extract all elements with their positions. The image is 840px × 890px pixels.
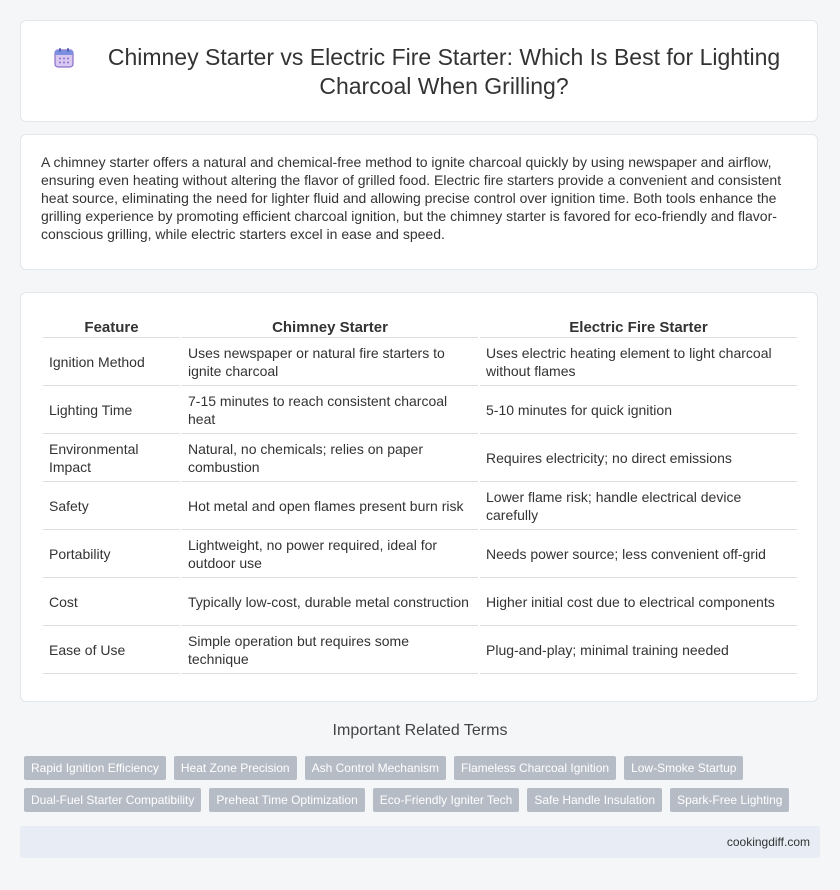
related-term-tag[interactable]: Preheat Time Optimization xyxy=(209,788,364,812)
site-link[interactable]: cookingdiff.com xyxy=(726,835,810,849)
table-row xyxy=(43,434,797,482)
feature-cell: Environmental Impact xyxy=(43,434,180,482)
table-row xyxy=(43,386,797,434)
header-feature: Feature xyxy=(43,317,180,338)
chimney-cell: 7-15 minutes to reach consistent charcoal heat xyxy=(182,386,478,434)
header-chimney-starter: Chimney Starter xyxy=(182,317,478,338)
chimney-cell: Lightweight, no power required, ideal for outdoor use xyxy=(182,530,478,578)
table-row xyxy=(43,626,797,674)
related-term-tag[interactable]: Flameless Charcoal Ignition xyxy=(454,756,616,780)
related-term-tag[interactable]: Spark-Free Lighting xyxy=(670,788,789,812)
calendar-icon xyxy=(53,47,75,69)
related-term-tag[interactable]: Heat Zone Precision xyxy=(174,756,297,780)
feature-cell: Safety xyxy=(43,482,180,530)
electric-cell: 5-10 minutes for quick ignition xyxy=(480,386,797,434)
intro-card xyxy=(20,134,818,270)
chimney-cell: Natural, no chemicals; relies on paper combustion xyxy=(182,434,478,482)
electric-cell: Requires electricity; no direct emissions xyxy=(480,434,797,482)
feature-cell: Cost xyxy=(43,578,180,626)
feature-cell: Ease of Use xyxy=(43,626,180,674)
related-term-tag[interactable]: Dual-Fuel Starter Compatibility xyxy=(24,788,201,812)
comparison-table xyxy=(41,317,799,674)
related-terms-heading: Important Related Terms xyxy=(332,722,508,739)
table-row xyxy=(43,578,797,626)
related-term-tag[interactable]: Eco-Friendly Igniter Tech xyxy=(373,788,520,812)
related-term-tag[interactable]: Low-Smoke Startup xyxy=(624,756,743,780)
related-term-tag[interactable]: Ash Control Mechanism xyxy=(305,756,446,780)
related-terms-list xyxy=(24,756,804,812)
chimney-cell: Hot metal and open flames present burn risk xyxy=(182,482,478,530)
feature-cell: Portability xyxy=(43,530,180,578)
related-term-tag[interactable]: Rapid Ignition Efficiency xyxy=(24,756,166,780)
title-card xyxy=(20,20,818,122)
chimney-cell: Uses newspaper or natural fire starters to ignite charcoal xyxy=(182,338,478,386)
table-row xyxy=(43,482,797,530)
feature-cell: Ignition Method xyxy=(43,338,180,386)
electric-cell: Lower flame risk; handle electrical device carefully xyxy=(480,482,797,530)
chimney-cell: Typically low-cost, durable metal construction xyxy=(182,578,478,626)
table-row xyxy=(43,530,797,578)
electric-cell: Plug-and-play; minimal training needed xyxy=(480,626,797,674)
electric-cell: Needs power source; less convenient off-grid xyxy=(480,530,797,578)
table-row xyxy=(43,338,797,386)
electric-cell: Higher initial cost due to electrical components xyxy=(480,578,797,626)
feature-cell: Lighting Time xyxy=(43,386,180,434)
header-electric-fire-starter: Electric Fire Starter xyxy=(480,317,797,338)
electric-cell: Uses electric heating element to light charcoal without flames xyxy=(480,338,797,386)
comparison-card xyxy=(20,292,818,702)
related-term-tag[interactable]: Safe Handle Insulation xyxy=(527,788,662,812)
chimney-cell: Simple operation but requires some technique xyxy=(182,626,478,674)
footer xyxy=(20,826,820,858)
intro-paragraph: A chimney starter offers a natural and chemical-free method to ignite charcoal quickly by using newspaper and airflow, ensuring even heating without altering the flavor of grilled food. Electric fire starters provide a convenient and consistent heat source, eliminating the need for lighter fluid and allowing precise control over ignition time. Both tools enhance the grilling experience by promoting efficient charcoal ignition, but the chimney starter is favored for eco-friendly and flavor-conscious grilling, while electric starters excel in ease and speed. xyxy=(41,154,782,242)
page-title: Chimney Starter vs Electric Fire Starter: Which Is Best for Lighting Charcoal When Grilling? xyxy=(107,44,781,99)
table-header-row xyxy=(43,317,797,338)
